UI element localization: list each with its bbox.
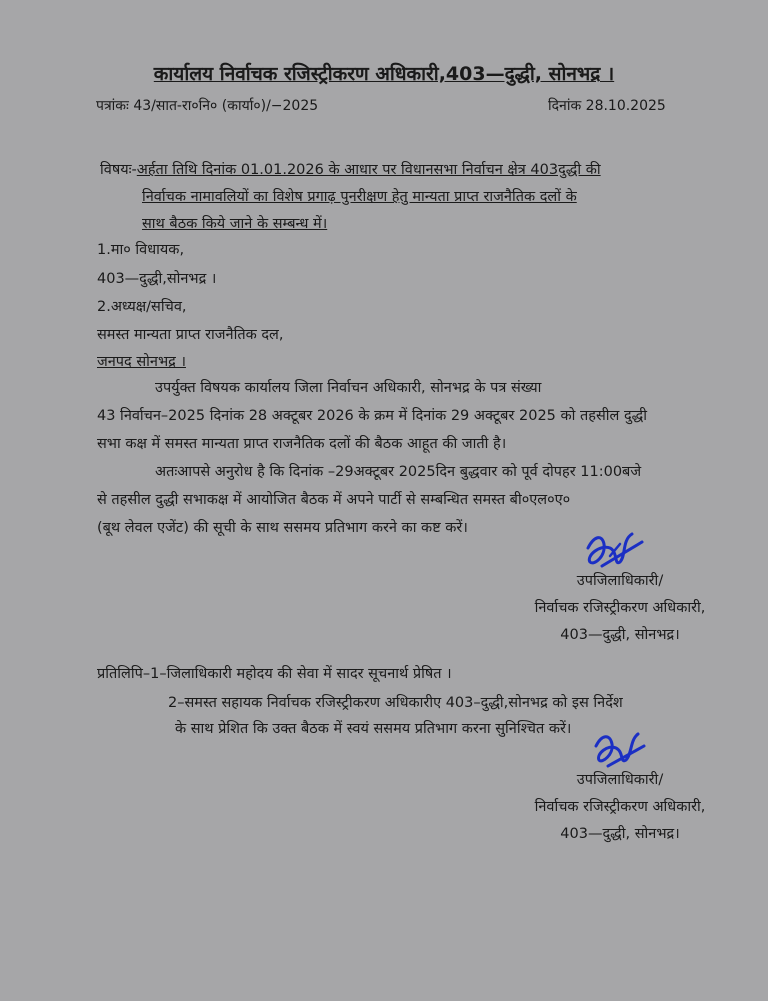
addressee-3: 2.अध्यक्ष/सचिव, (97, 299, 187, 315)
signatory2-place: 403—दुद्धी, सोनभद्र। (560, 826, 680, 842)
subject-prefix: विषयः- (100, 162, 137, 178)
copy-line-3: के साथ प्रेशित कि उक्त बैठक में स्वयं ससमय प्रतिभाग करना सुनिश्चित करें। (175, 721, 572, 737)
office-heading: कार्यालय निर्वाचक रजिस्ट्रीकरण अधिकारी,403—दुद्धी, सोनभद्र । (153, 63, 615, 85)
para1-line-3: सभा कक्ष में समस्त मान्यता प्राप्त राजनैतिक दलों की बैठक आहूत की जाती है। (97, 436, 507, 452)
body-paragraph-1 (97, 374, 727, 458)
subject-line-2: निर्वाचक नामावलियों का विशेष प्रगाढ़ पुनरीक्षण हेतु मान्यता प्राप्त राजनैतिक दलों के (142, 189, 577, 205)
para2-line-3: (बूथ लेवल एजेंट) की सूची के साथ ससमय प्रतिभाग करने का कष्ट करें। (97, 520, 468, 536)
subject-line-3: साथ बैठक किये जाने के सम्बन्ध में। (142, 216, 328, 232)
copy-line-2: 2–समस्त सहायक निर्वाचक रजिस्ट्रीकरण अधिकारीए 403–दुद्धी,सोनभद्र को इस निर्देश (168, 695, 623, 711)
letter-date: दिनांक 28.10.2025 (548, 98, 666, 114)
signatory-block-2 (470, 767, 768, 848)
signature-2 (590, 726, 650, 772)
addressee-1: 1.मा० विधायक, (97, 242, 185, 258)
signatory2-title: उपजिलाधिकारी/ (576, 772, 664, 788)
signatory2-role: निर्वाचक रजिस्ट्रीकरण अधिकारी, (534, 799, 706, 815)
signature-1 (580, 526, 650, 574)
signatory1-role: निर्वाचक रजिस्ट्रीकरण अधिकारी, (534, 600, 706, 616)
subject-line-1 (100, 157, 730, 184)
reference-number: पत्रांकः 43/सात-रा०नि० (कार्या०)/−2025 (96, 98, 319, 114)
para2-line-2: से तहसील दुद्धी सभाकक्ष में आयोजित बैठक में अपने पार्टी से सम्बन्धित समस्त बी०एल०ए० (97, 492, 571, 508)
signatory-block-1 (470, 568, 768, 649)
addressee-5: जनपद सोनभद्र । (97, 354, 186, 370)
subject-block (100, 157, 730, 238)
para1-line-1: उपर्युक्त विषयक कार्यालय जिला निर्वाचन अधिकारी, सोनभद्र के पत्र संख्या (155, 380, 542, 396)
para2-line-1: अतःआपसे अनुरोध है कि दिनांक –29अक्टूबर 2025दिन बुद्धवार को पूर्व दोपहर 11:00बजे (155, 464, 642, 480)
subject-text-1: अर्हता तिथि दिनांक 01.01.2026 के आधार पर विधानसभा निर्वाचन क्षेत्र 403दुद्धी की (136, 162, 601, 178)
copy-line-1: प्रतिलिपि–1–जिलाधिकारी महोदय की सेवा में सादर सूचनार्थ प्रेषित । (97, 666, 452, 682)
addressee-2: 403—दुद्धी,सोनभद्र । (97, 271, 217, 287)
para1-line-2: 43 निर्वाचन–2025 दिनांक 28 अक्टूबर 2026 के क्रम में दिनांक 29 अक्टूबर 2025 को तहसील दुद्धी (97, 408, 648, 424)
signatory1-title: उपजिलाधिकारी/ (576, 573, 664, 589)
signatory1-place: 403—दुद्धी, सोनभद्र। (560, 627, 680, 643)
addressee-4: समस्त मान्यता प्राप्त राजनैतिक दल, (97, 327, 284, 343)
